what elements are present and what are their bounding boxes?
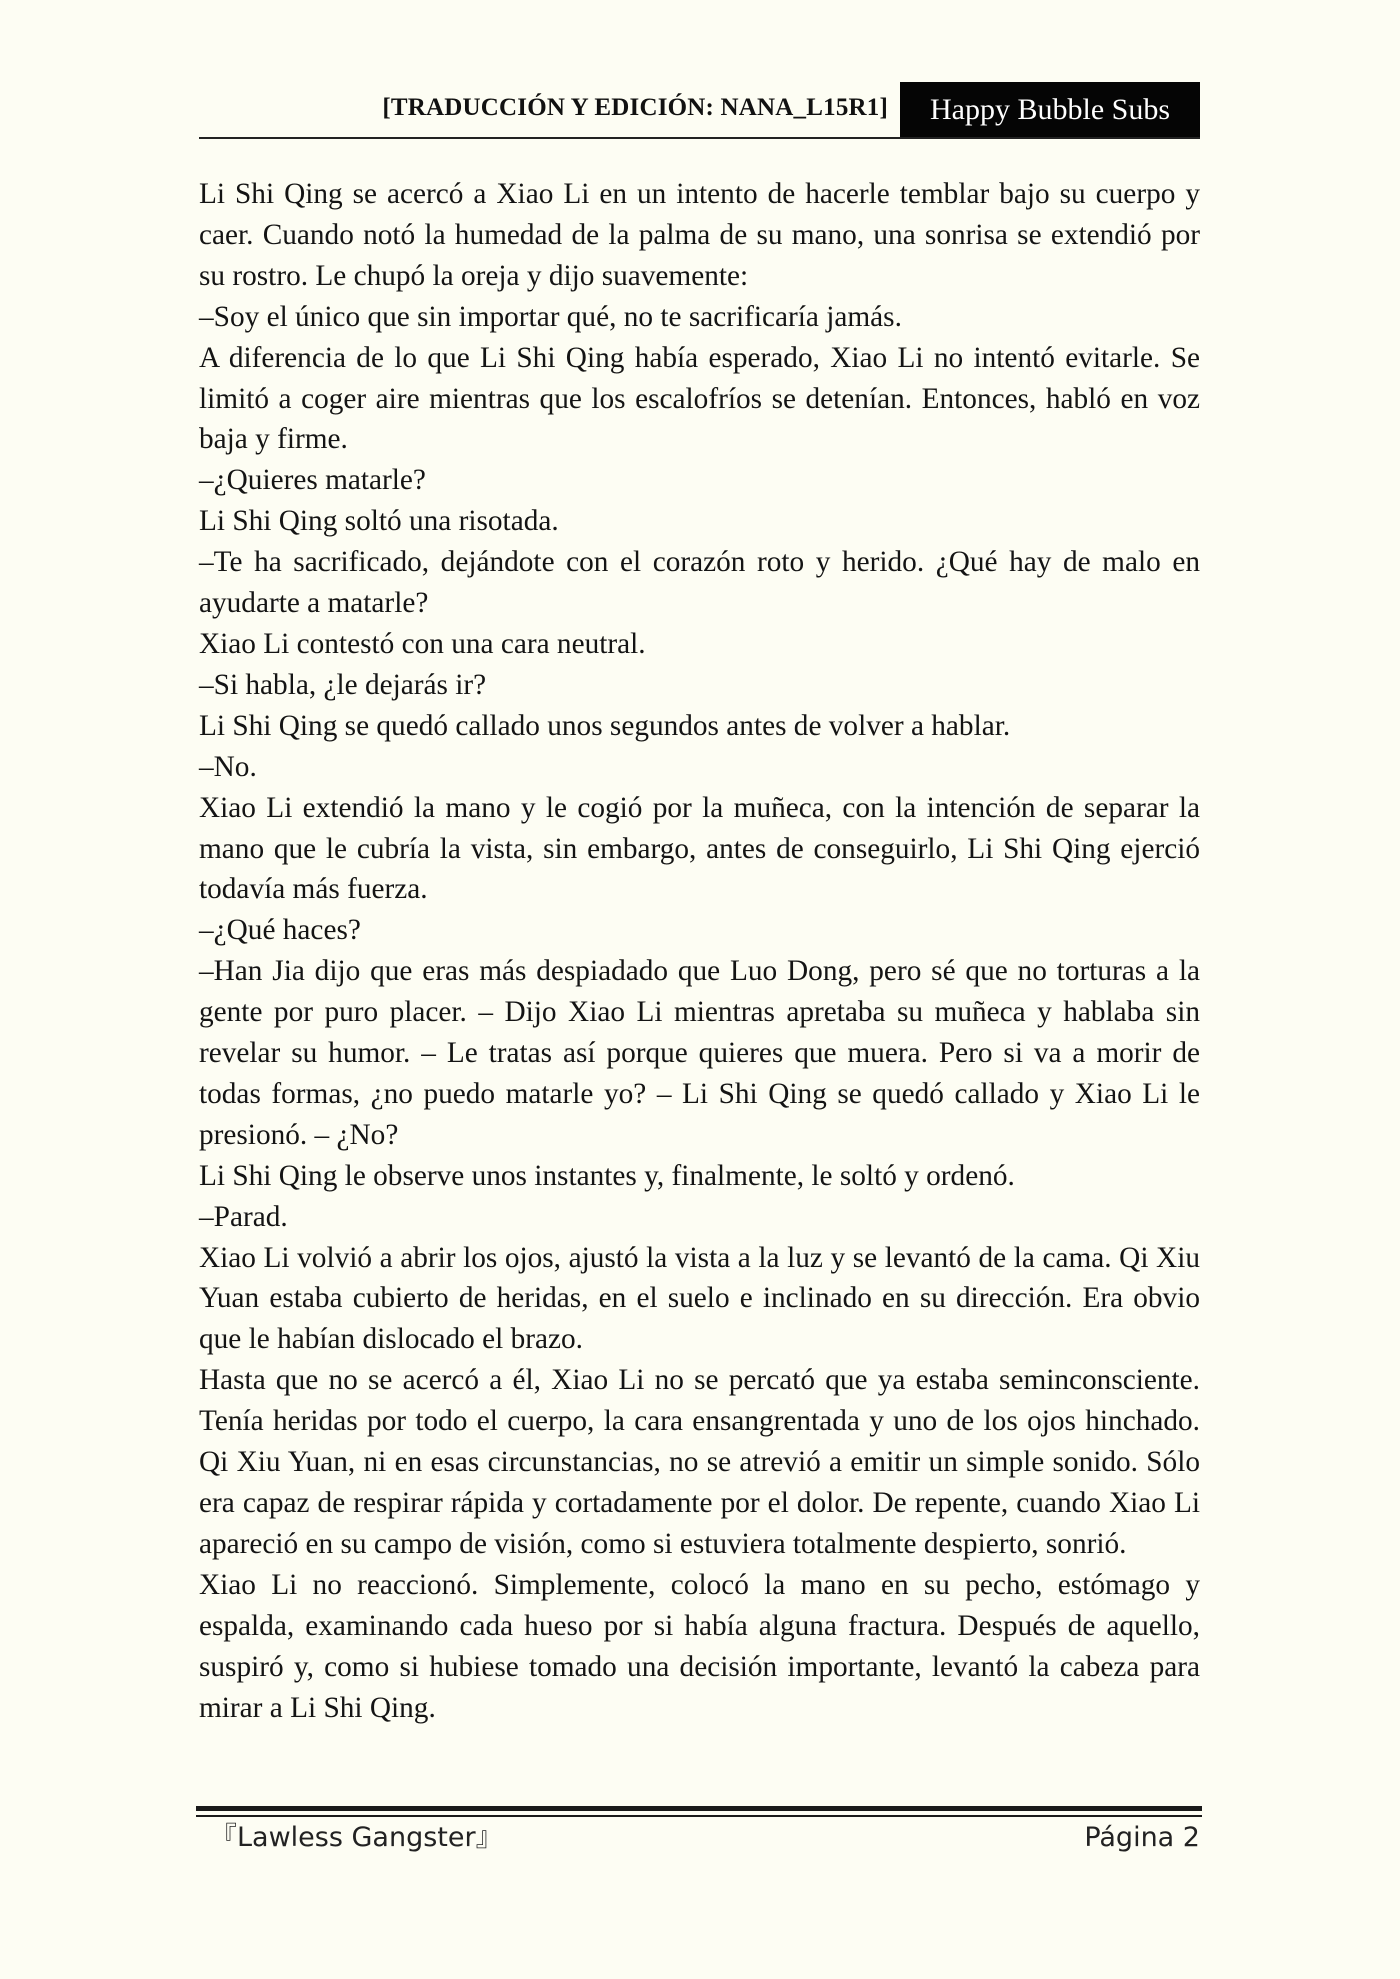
- body-text: [199, 174, 1200, 1728]
- paragraph: –Han Jia dijo que eras más despiadado que Luo Dong, pero sé que no torturas a la gente por puro placer. – Dijo Xiao Li mientras apretaba su muñeca y hablaba sin revelar su humor. – Le tratas así porque quieres que muera. Pero si va a morir de todas formas, ¿no puedo matarle yo? – Li Shi Qing se quedó callado y Xiao Li le presionó. – ¿No?: [199, 955, 1200, 1151]
- paragraph: Xiao Li extendió la mano y le cogió por la muñeca, con la intención de separar la mano que le cubría la vista, sin embargo, antes de conseguirlo, Li Shi Qing ejerció todavía más fuerza.: [199, 791, 1200, 906]
- paragraph: –¿Quieres matarle?: [199, 464, 426, 497]
- paragraph: Li Shi Qing se quedó callado unos segundos antes de volver a hablar.: [199, 709, 1011, 742]
- paragraph: Xiao Li volvió a abrir los ojos, ajustó la vista a la luz y se levantó de la cama. Qi Xiu Yuan estaba cubierto de heridas, en el suelo e inclinado en su dirección. Era obvio que le habían dislocado el brazo.: [199, 1241, 1200, 1356]
- paragraph: –No.: [199, 750, 257, 783]
- book-title: 『Lawless Gangster』: [210, 1822, 503, 1853]
- paragraph: Hasta que no se acercó a él, Xiao Li no se percató que ya estaba seminconsciente. Tenía heridas por todo el cuerpo, la cara ensangrentada y uno de los ojos hinchado. Qi Xiu Yuan, ni en esas circunstancias, no se atrevió a emitir un simple sonido. Sólo era capaz de respirar rápida y cortadamente por el dolor. De repente, cuando Xiao Li apareció en su campo de visión, como si estuviera totalmente despierto, sonrió.: [199, 1364, 1200, 1560]
- page-number: Página 2: [1084, 1822, 1200, 1853]
- translation-credit: [TRADUCCIÓN Y EDICIÓN: NANA_L15R1]: [382, 94, 888, 121]
- brand-label: Happy Bubble Subs: [900, 82, 1200, 137]
- page-header: [199, 82, 1200, 139]
- paragraph: –Si habla, ¿le dejarás ir?: [199, 668, 487, 701]
- paragraph: –Soy el único que sin importar qué, no te sacrificaría jamás.: [199, 300, 902, 333]
- paragraph: Xiao Li no reaccionó. Simplemente, colocó la mano en su pecho, estómago y espalda, examinando cada hueso por si había alguna fractura. Después de aquello, suspiró y, como si hubiese tomado una decisión importante, levantó la cabeza para mirar a Li Shi Qing.: [199, 1568, 1200, 1724]
- paragraph: Li Shi Qing se acercó a Xiao Li en un intento de hacerle temblar bajo su cuerpo y caer. Cuando notó la humedad de la palma de su mano, una sonrisa se extendió por su rostro. Le chupó la oreja y dijo suavemente:: [199, 178, 1200, 292]
- paragraph: –¿Qué haces?: [199, 914, 361, 947]
- footer-divider-thin: [196, 1815, 1202, 1817]
- paragraph: Li Shi Qing le observe unos instantes y, finalmente, le soltó y ordenó.: [199, 1159, 1015, 1192]
- paragraph: Li Shi Qing soltó una risotada.: [199, 505, 559, 538]
- paragraph: –Te ha sacrificado, dejándote con el corazón roto y herido. ¿Qué hay de malo en ayudarte a matarle?: [199, 546, 1200, 620]
- paragraph: A diferencia de lo que Li Shi Qing había esperado, Xiao Li no intentó evitarle. Se limitó a coger aire mientras que los escalofríos se detenían. Entonces, habló en voz baja y firme.: [199, 341, 1200, 456]
- paragraph: Xiao Li contestó con una cara neutral.: [199, 627, 646, 660]
- footer-divider: [196, 1806, 1202, 1811]
- paragraph: –Parad.: [199, 1200, 288, 1233]
